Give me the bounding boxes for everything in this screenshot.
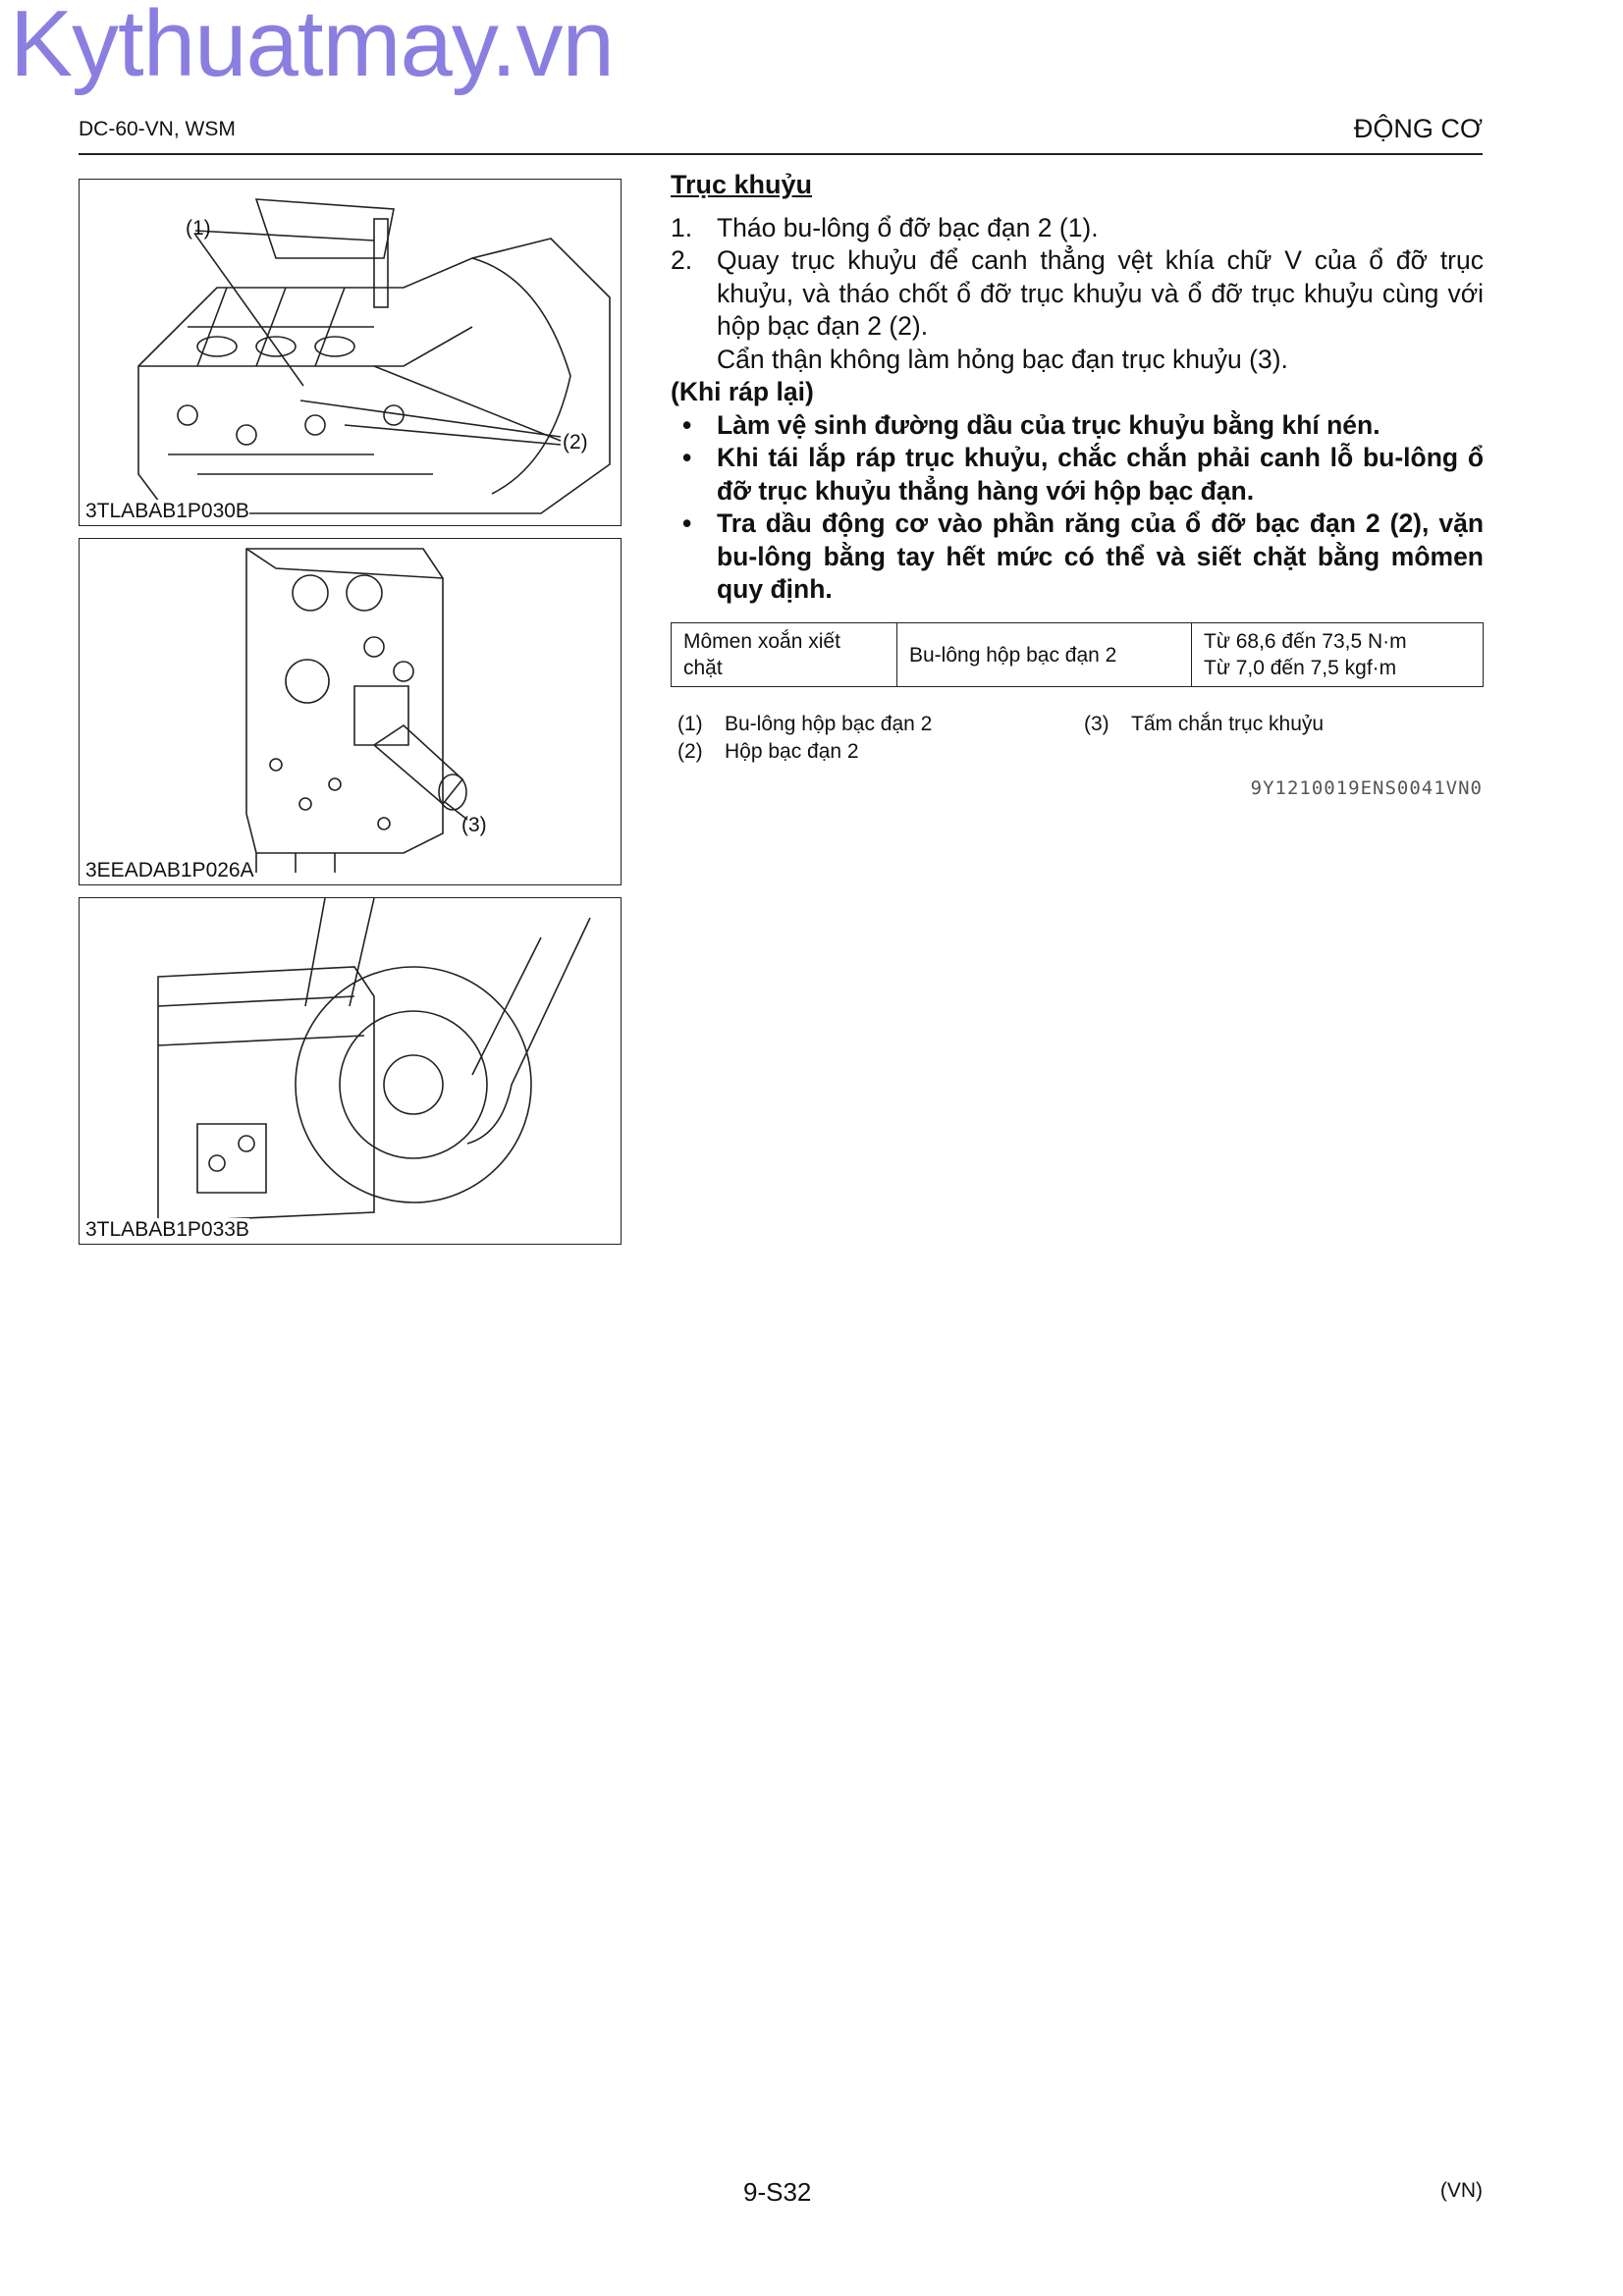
figure-code: 3EEADAB1P026A — [85, 859, 254, 881]
step-text: Quay trục khuỷu để canh thẳng vệt khía chữ V của ổ đỡ trục khuỷu, và tháo chốt ổ đỡ trục khuỷu và ổ đỡ trục khuỷu cùng với hộp bạc đạn 2 (2). — [717, 245, 1484, 341]
section-crankshaft — [671, 169, 1484, 607]
legend-text: Hộp bạc đạn 2 — [725, 740, 859, 763]
step-item — [671, 212, 1484, 245]
header-rule — [79, 153, 1483, 155]
legend-item — [1084, 713, 1324, 736]
document-code: 9Y1210019ENS0041VN0 — [1250, 777, 1483, 799]
header-section: ĐỘNG CƠ — [1353, 114, 1483, 143]
legend-item — [677, 740, 859, 764]
legend-number: (2) — [677, 740, 703, 763]
callout-3: (3) — [461, 814, 487, 836]
bullet-item — [671, 507, 1484, 607]
figure-code: 3TLABAB1P033B — [85, 1218, 249, 1241]
page-number: 9-S32 — [743, 2177, 812, 2207]
crankshaft-end-illustration — [80, 539, 622, 885]
bearing-case-removal-illustration — [80, 898, 622, 1245]
legend-text: Tấm chắn trục khuỷu — [1131, 713, 1325, 735]
callout-1: (1) — [186, 217, 211, 240]
torque-value-cell — [1192, 623, 1484, 687]
figure-bearing-case-removal — [79, 897, 622, 1245]
torque-table — [671, 622, 1484, 687]
figure-engine-block-top — [79, 179, 622, 526]
step-text: Tháo bu-lông ổ đỡ bạc đạn 2 (1). — [717, 212, 1099, 242]
engine-block-illustration — [80, 180, 622, 526]
watermark-logo: Kythuatmay.vn — [10, 0, 614, 96]
bullet-item — [671, 442, 1484, 507]
language-tag: (VN) — [1439, 2179, 1483, 2202]
caution-note: Cẩn thận không làm hỏng bạc đạn trục khuỷu (3). — [717, 344, 1288, 374]
bullet-text: Tra dầu động cơ vào phần răng của ổ đỡ bạc đạn 2 (2), vặn bu-lông bằng tay hết mức có thể và siết chặt bằng mômen quy định. — [717, 508, 1484, 604]
header-doc-id: DC-60-VN, WSM — [79, 118, 236, 140]
callout-2: (2) — [563, 431, 588, 454]
step-number: 2. — [671, 245, 693, 275]
section-title: Trục khuỷu — [671, 170, 813, 199]
bullet-dot: • — [682, 443, 692, 472]
figure-crankshaft-end — [79, 538, 622, 885]
table-row — [672, 623, 1484, 687]
reassembly-heading: (Khi ráp lại) — [671, 377, 814, 406]
legend-number: (3) — [1084, 713, 1109, 735]
bullet-dot: • — [682, 409, 692, 440]
bullet-item — [671, 409, 1484, 443]
step-number: 1. — [671, 212, 693, 242]
bullet-text: Làm vệ sinh đường dầu của trục khuỷu bằng khí nén. — [717, 409, 1380, 440]
torque-label-cell: Mômen xoắn xiết chặt — [672, 623, 897, 687]
legend-text: Bu-lông hộp bạc đạn 2 — [725, 713, 933, 735]
torque-value-kgf: Từ 7,0 đến 7,5 kgf·m — [1204, 657, 1397, 679]
legend-number: (1) — [677, 713, 703, 735]
torque-item-cell: Bu-lông hộp bạc đạn 2 — [897, 623, 1192, 687]
bullet-dot: • — [682, 508, 692, 538]
legend-item — [677, 713, 932, 736]
torque-value-nm: Từ 68,6 đến 73,5 N·m — [1204, 630, 1407, 653]
step-item — [671, 244, 1484, 344]
figure-code: 3TLABAB1P030B — [85, 500, 249, 522]
bullet-text: Khi tái lắp ráp trục khuỷu, chắc chắn phải canh lỗ bu-lông ổ đỡ trục khuỷu thẳng hàng với hộp bạc đạn. — [717, 443, 1484, 506]
